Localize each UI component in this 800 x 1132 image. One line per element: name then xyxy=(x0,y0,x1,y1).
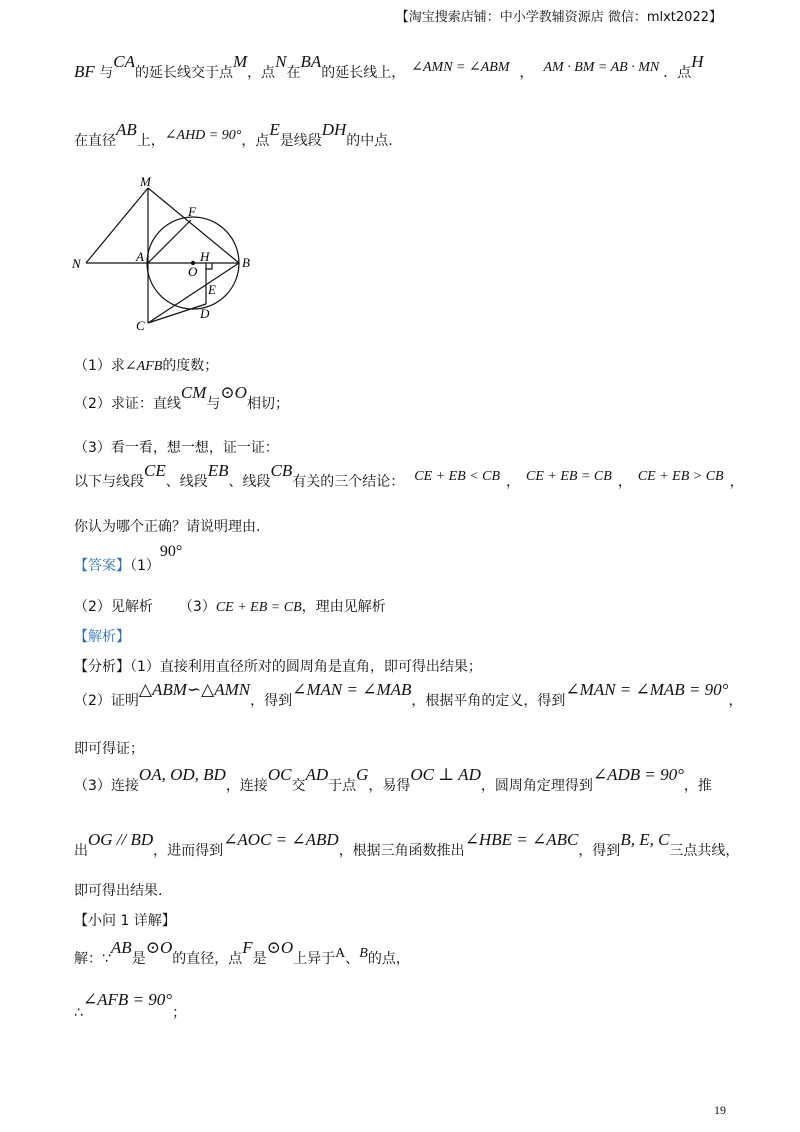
math-angle-adb: ∠ADB = 90° xyxy=(592,765,684,784)
math-angle-hbe: ∠HBE = ∠ABC xyxy=(464,830,579,849)
math-angle-ahd: ∠AHD = 90° xyxy=(164,128,242,143)
math-dh: DH xyxy=(321,120,347,139)
math-ab: AB xyxy=(116,120,137,139)
question-3-conclusions xyxy=(74,461,744,491)
math-similar: △ABM∽△AMN xyxy=(138,680,251,699)
text: ，得到 xyxy=(250,693,293,709)
label-f: F xyxy=(188,204,196,219)
text: ，推 xyxy=(683,778,712,794)
text: （2）见解析 xyxy=(74,599,153,615)
math-answer-1: 90° xyxy=(159,543,183,560)
text: （2）证明 xyxy=(74,693,139,709)
math-segments: OA, OD, BD xyxy=(138,765,226,784)
math-bf: BF xyxy=(74,62,95,81)
math-ca: CA xyxy=(113,52,135,71)
therefore-symbol: ∴ xyxy=(74,1005,83,1021)
math-circle-o: ⊙O xyxy=(220,383,247,402)
text: （3） xyxy=(178,599,216,615)
math-cm: CM xyxy=(180,383,207,402)
text: 是线段 xyxy=(279,133,322,149)
analysis-line-1: 【分析】（1）直接利用直径所对的圆周角是直角，即可得出结果； xyxy=(74,659,482,675)
problem-line-1 xyxy=(74,52,704,82)
page-number: 19 xyxy=(714,1103,726,1117)
math-eq-2: ∠MAN = ∠MAB = 90° xyxy=(565,680,729,699)
problem-line-2 xyxy=(74,120,393,150)
detail-line-2 xyxy=(74,990,187,1021)
analysis-tag: 【解析】 xyxy=(74,629,130,645)
answer-line-2 xyxy=(74,596,386,616)
text: 解：∵ xyxy=(74,951,111,967)
math-perp: OC ⊥ AD xyxy=(410,765,481,784)
label-o: O xyxy=(188,264,198,279)
text: 的中点. xyxy=(346,133,393,149)
math-oc: OC xyxy=(267,765,292,784)
text: 于点 xyxy=(328,778,357,794)
text: 有关的三个结论： xyxy=(292,474,405,490)
label-n: N xyxy=(72,256,81,271)
analysis-line-2b: 即可得证； xyxy=(74,741,144,757)
math-ab: AB xyxy=(110,938,132,957)
text: ，连接 xyxy=(225,778,268,794)
text: ，得到 xyxy=(578,843,621,859)
text: 是 xyxy=(252,951,267,967)
label-m: M xyxy=(140,174,151,189)
geometry-figure xyxy=(66,168,266,338)
text: 三点共线， xyxy=(669,843,740,859)
math-g: G xyxy=(356,765,369,784)
text: 的延长线上， xyxy=(321,65,406,81)
math-ad: AD xyxy=(305,765,329,784)
math-circle-o: ⊙O xyxy=(145,938,173,957)
math-ce: CE xyxy=(144,461,166,480)
text: 在 xyxy=(286,65,301,81)
text: 的点， xyxy=(367,951,410,967)
label-d: D xyxy=(200,306,210,321)
text: ，根据平角的定义，得到 xyxy=(411,693,566,709)
page-header: 【淘宝搜索店铺：中小学教辅资源店 微信：mlxt2022】 xyxy=(395,10,722,25)
math-f: F xyxy=(242,938,253,957)
math-answer-3: CE + EB = CB xyxy=(215,600,302,615)
text: ， xyxy=(729,474,744,490)
math-cb: CB xyxy=(270,461,293,480)
math-conclusion-1: CE + EB < CB xyxy=(414,469,501,484)
text: ，点 xyxy=(241,133,270,149)
label-e: E xyxy=(208,282,216,297)
text: 与 xyxy=(99,65,114,81)
text: 的延长线交于点 xyxy=(134,65,233,81)
analysis-line-3b xyxy=(74,830,740,860)
math-eq-1: ∠MAN = ∠MAB xyxy=(292,680,412,699)
label-a: A xyxy=(136,249,144,264)
text: ； xyxy=(172,1005,187,1021)
text: ，理由见解析 xyxy=(301,599,386,615)
text: ，圆周角定理得到 xyxy=(480,778,593,794)
math-eb: EB xyxy=(207,461,229,480)
text: ， xyxy=(506,474,521,490)
math-m: M xyxy=(232,52,248,71)
question-1 xyxy=(74,355,218,375)
text: ，点 xyxy=(247,65,276,81)
line-cd xyxy=(148,304,206,323)
math-angle-afb-result: ∠AFB = 90° xyxy=(82,990,173,1009)
line-mb xyxy=(148,188,239,263)
label-c: C xyxy=(136,318,145,333)
text: ， xyxy=(728,693,743,709)
text: ．点 xyxy=(663,65,692,81)
math-angle-aoc: ∠AOC = ∠ABD xyxy=(223,830,339,849)
math-a: A xyxy=(335,946,346,961)
text: 在直径 xyxy=(74,133,116,149)
detail-tag: 【小问 1 详解】 xyxy=(74,913,176,929)
text: （3）连接 xyxy=(74,778,139,794)
math-h: H xyxy=(691,52,704,71)
text: 上异于 xyxy=(293,951,336,967)
text: 、 xyxy=(345,951,360,967)
answer-line-1 xyxy=(74,543,183,575)
math-cond-2: AM · BM = AB · MN xyxy=(543,60,660,75)
label-h: H xyxy=(200,249,210,264)
math-points-bec: B, E, C xyxy=(620,830,670,849)
math-e: E xyxy=(269,120,280,139)
math-n: N xyxy=(275,52,287,71)
math-cond-1: ∠AMN = ∠ABM xyxy=(411,60,510,75)
math-ba: BA xyxy=(300,52,322,71)
analysis-line-3c: 即可得出结果. xyxy=(74,883,163,899)
text: ，进而得到 xyxy=(153,843,224,859)
label-b: B xyxy=(242,255,250,270)
text: 、线段 xyxy=(165,474,208,490)
text: ，根据三角函数推出 xyxy=(338,843,465,859)
text: （2）求证：直线 xyxy=(74,396,181,412)
math-parallel: OG // BD xyxy=(88,830,154,849)
text: （1） xyxy=(130,558,160,574)
text: 与 xyxy=(206,396,221,412)
answer-tag: 【答案】 xyxy=(74,558,130,574)
math-conclusion-3: CE + EB > CB xyxy=(637,469,724,484)
analysis-line-2 xyxy=(74,680,743,710)
text: （1）求 xyxy=(74,358,125,374)
text: 交 xyxy=(291,778,306,794)
analysis-line-3 xyxy=(74,765,712,795)
text: 上， xyxy=(136,133,165,149)
math-circle-o: ⊙O xyxy=(266,938,294,957)
text: 的直径，点 xyxy=(172,951,243,967)
text: ， xyxy=(617,474,632,490)
question-3: （3）看一看，想一想，证一证： xyxy=(74,440,279,456)
text: 是 xyxy=(131,951,146,967)
math-b: B xyxy=(359,946,368,961)
question-3-prompt: 你认为哪个正确？请说明理由. xyxy=(74,519,261,535)
question-2 xyxy=(74,383,289,413)
text: 相切； xyxy=(246,396,289,412)
text: ，易得 xyxy=(368,778,411,794)
text: ， xyxy=(519,65,534,81)
text: 以下与线段 xyxy=(74,474,144,490)
text: 、线段 xyxy=(228,474,271,490)
text: 出 xyxy=(74,843,88,859)
line-af xyxy=(148,220,191,263)
math-conclusion-2: CE + EB = CB xyxy=(526,469,612,484)
detail-line-1 xyxy=(74,938,410,968)
math-angle-afb: ∠AFB xyxy=(124,359,163,374)
text: 的度数； xyxy=(162,358,219,374)
